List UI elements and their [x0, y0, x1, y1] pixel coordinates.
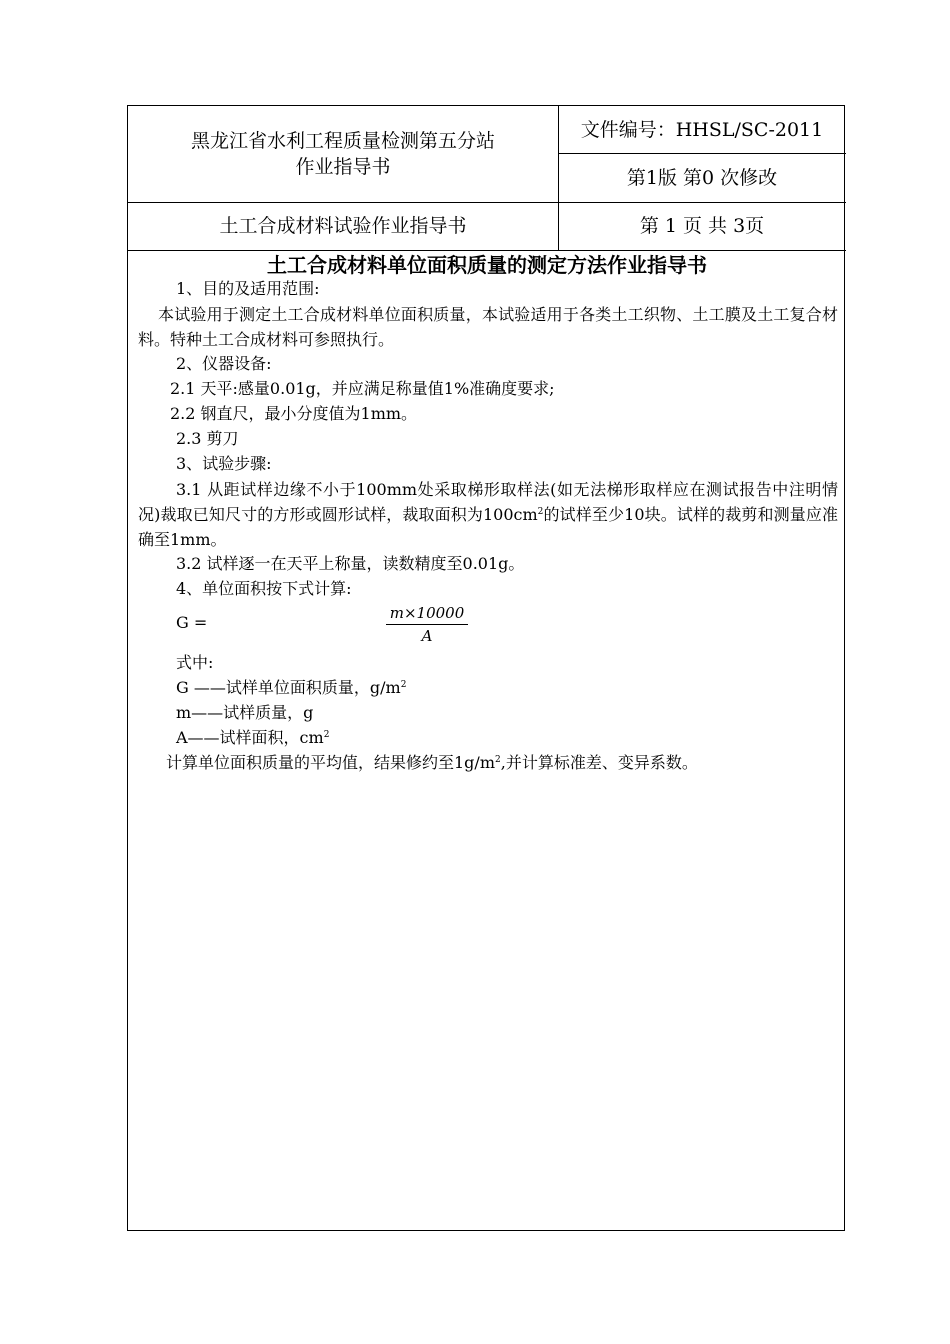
- result-superscript: 2: [495, 755, 501, 765]
- section-1-text: [138, 302, 838, 352]
- item-2-1: 2.1 天平:感量0.01g，并应满足称量值1%准确度要求;: [170, 379, 555, 398]
- item-2-2: 2.2 钢直尺，最小分度值为1mm。: [170, 404, 418, 423]
- result-statement: [166, 751, 698, 775]
- definition-a: [176, 726, 329, 750]
- document-subject: 土工合成材料试验作业指导书: [219, 215, 467, 237]
- organization-name: [128, 106, 558, 202]
- result-text-a: 计算单位面积质量的平均值，结果修约至1g/m: [166, 753, 495, 772]
- formula-numerator: m×10000: [386, 604, 468, 625]
- version-info: 第1版 第0 次修改: [626, 166, 778, 189]
- page-info: 第 1 页 共 3页: [639, 215, 765, 237]
- item-3-2: 3.2 试样逐一在天平上称量，读数精度至0.01g。: [176, 554, 525, 573]
- formula-denominator: A: [421, 627, 433, 645]
- result-text-b: ,并计算标准差、变异系数。: [500, 753, 698, 772]
- item-2-3: 2.3 剪刀: [176, 429, 239, 448]
- definition-g-text: G ——试样单位面积质量，g/m: [176, 678, 401, 697]
- item-3-1: [138, 477, 838, 552]
- section-1-text-content: 本试验用于测定土工合成材料单位面积质量，本试验适用于各类土工织物、土工膜及土工复合材料。特种土工合成材料可参照执行。: [138, 305, 838, 349]
- definition-g: [176, 676, 406, 700]
- definition-a-text: A——试样面积，cm: [176, 728, 324, 747]
- file-number: 文件编号：HHSL/SC-2011: [580, 118, 824, 141]
- definition-m: m——试样质量，g: [176, 703, 314, 722]
- section-3-heading: 3、试验步骤:: [176, 454, 272, 473]
- definition-a-superscript: 2: [323, 730, 330, 740]
- section-4-heading: 4、单位面积按下式计算:: [176, 579, 352, 598]
- item-3-1-text-a: 3.1 从距试样边缘不小于100mm处采取梯形取样法(如无法梯形取样应在测试报告中注明情况)裁取已知尺寸的方形或圆形试样，裁取面积为100cm: [138, 480, 838, 524]
- document-title: 土工合成材料单位面积质量的测定方法作业指导书: [267, 253, 707, 277]
- where-label: 式中:: [176, 653, 214, 672]
- organization-line1: 黑龙江省水利工程质量检测第五分站: [190, 130, 495, 152]
- organization-line2: 作业指导书: [295, 156, 391, 178]
- section-1-heading: 1、目的及适用范围:: [176, 279, 320, 298]
- item-3-1-superscript: 2: [537, 507, 544, 517]
- section-2-heading: 2、仪器设备:: [176, 354, 272, 373]
- formula-fraction: [386, 604, 468, 645]
- header-divider-bottom: [128, 250, 846, 251]
- definition-g-superscript: 2: [400, 680, 407, 690]
- item-3-1-text-b: 的试样至少10块。试样的裁剪和测量应准确至1mm。: [138, 505, 838, 549]
- document-frame: [127, 105, 845, 1231]
- formula-lhs: G =: [176, 613, 208, 632]
